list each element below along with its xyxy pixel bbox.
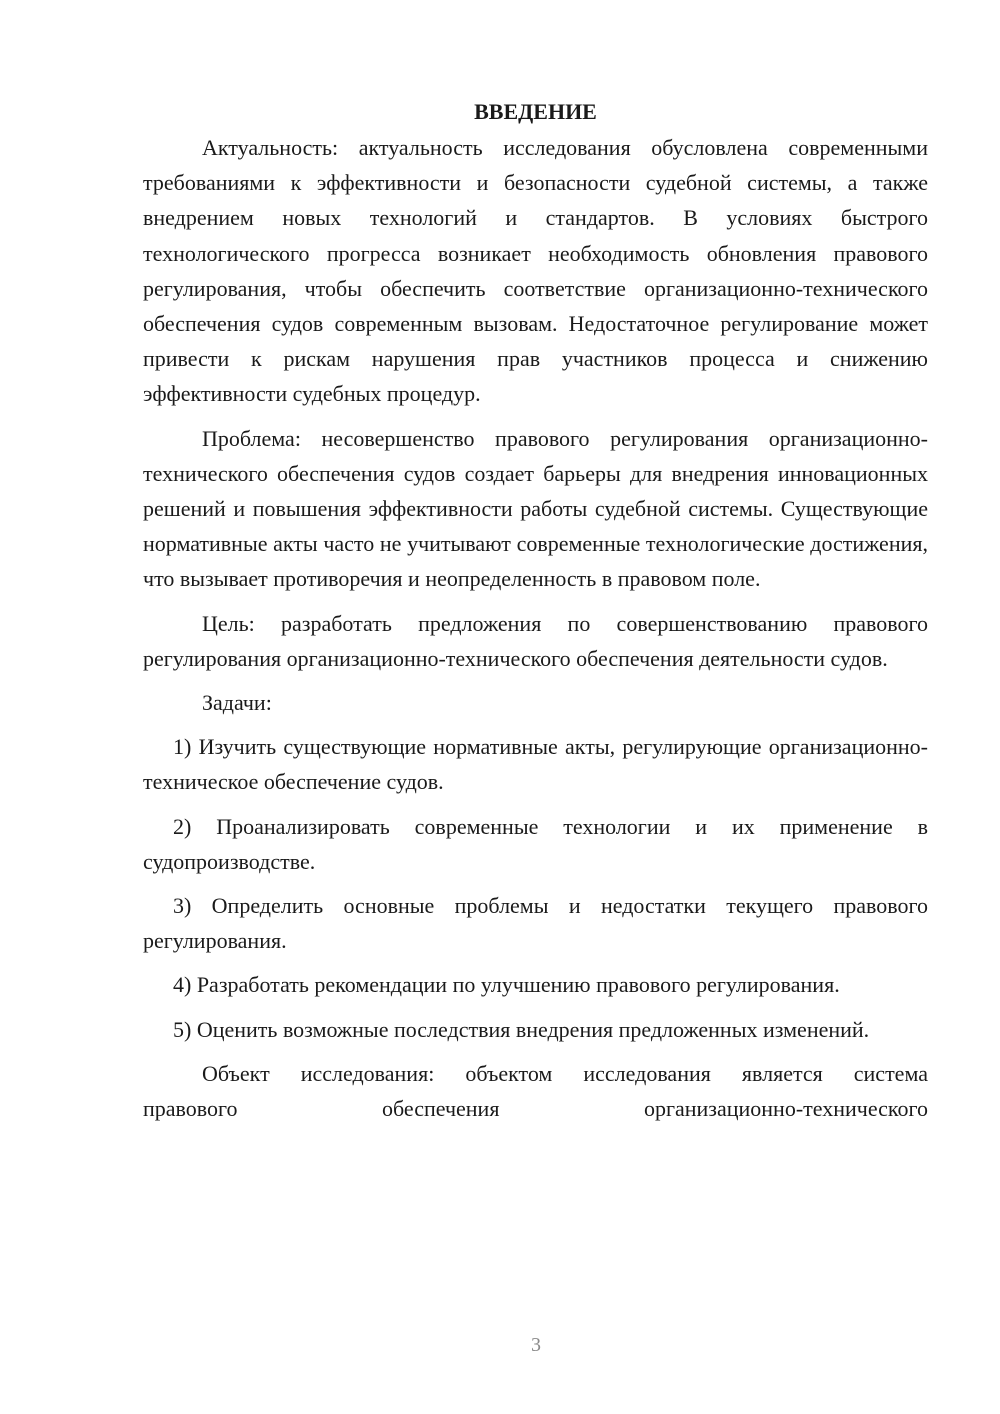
object-paragraph-last-line [143, 1091, 928, 1126]
task-item-1: 1) Изучить существующие нормативные акты, регулирующие организационно-техническое обеспечение судов. [143, 734, 928, 795]
page-number: 3 [531, 1334, 541, 1356]
goal-paragraph: Цель: разработать предложения по совершенствованию правового регулирования организационно-технического обеспечения деятельности судов. [143, 610, 928, 671]
relevance-paragraph: Актуальность: актуальность исследования обусловлена современными требованиями к эффективности и безопасности судебной системы, а также внедрением новых технологий и стандартов. В условиях быстрого технологического прогресса возникает необходимость обновления правового регулирования, чтобы обеспечить соответствие организационно-технического обеспечения судов современным вызовам. Недостаточное регулирование может привести к рискам нарушения прав участников процесса и снижению эффективности судебных процедур. [143, 135, 928, 407]
object-paragraph-first-line: Объект исследования: объектом исследования является система [202, 1060, 928, 1086]
object-paragraph [143, 1056, 928, 1126]
task-item-5: 5) Оценить возможные последствия внедрения предложенных изменений. [173, 1016, 870, 1042]
task-item-4: 4) Разработать рекомендации по улучшению правового регулирования. [173, 972, 840, 998]
object-word-2: обеспечения [381, 1096, 500, 1122]
problem-paragraph: Проблема: несовершенство правового регулирования организационно-технического обеспечения судов создает барьеры для внедрения инновационных решений и повышения эффективности работы судебной системы. Существующие нормативные акты часто не учитывают современные технологические достижения, что вызывает противоречия и неопределенность в правовом поле. [143, 425, 928, 592]
task-item-3: 3) Определить основные проблемы и недостатки текущего правового регулирования. [143, 893, 928, 954]
section-heading: ВВЕДЕНИЕ [474, 99, 597, 124]
tasks-label: Задачи: [202, 690, 272, 716]
object-word-3: организационно-технического [643, 1096, 928, 1122]
document-page [143, 94, 928, 1126]
object-word-1: правового [143, 1096, 238, 1122]
task-item-2: 2) Проанализировать современные технологии и их применение в судопроизводстве. [143, 813, 928, 874]
